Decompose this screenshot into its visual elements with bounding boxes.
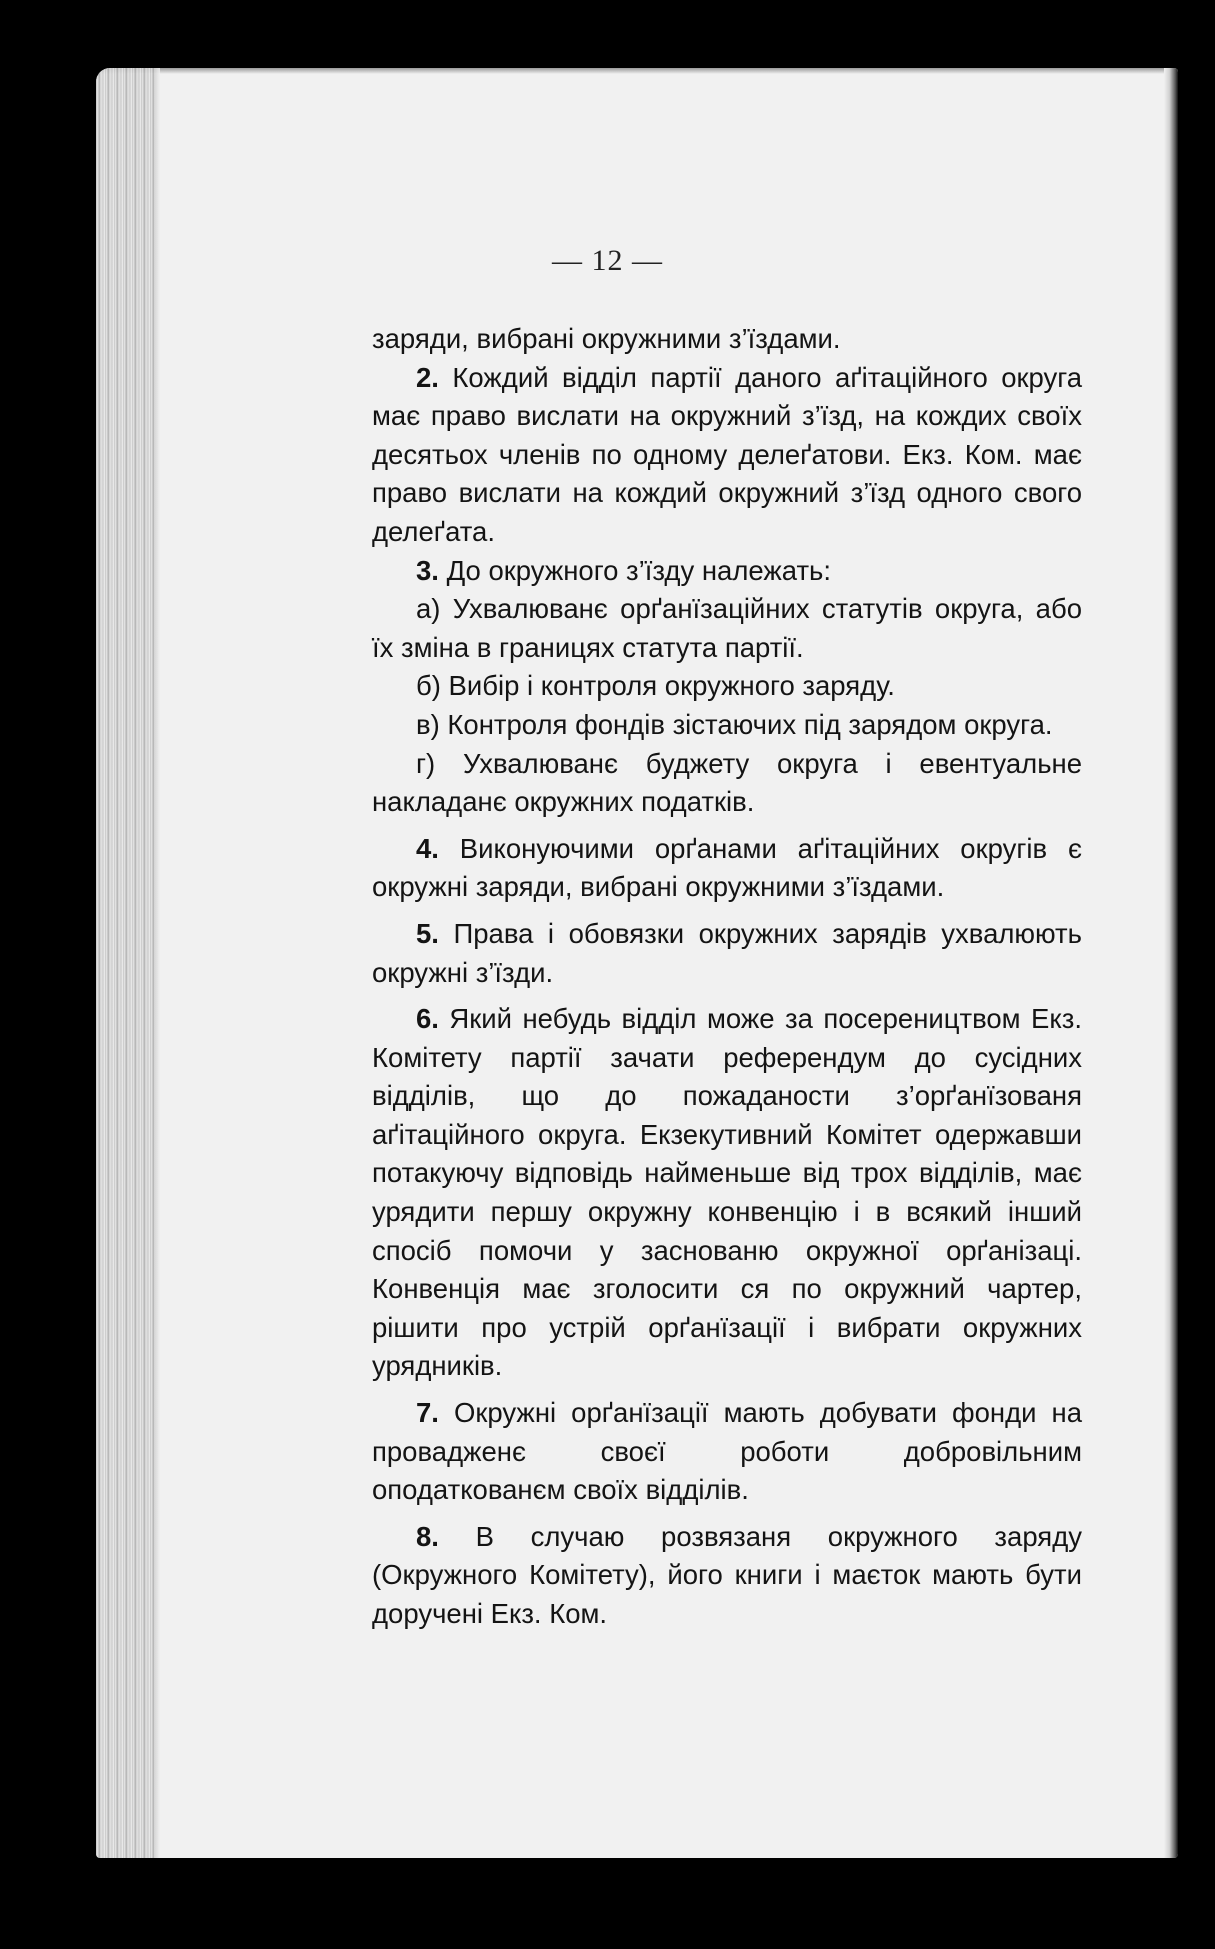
paragraph	[372, 590, 1082, 667]
paragraph-text: б) Вибір і контроля окружного заряду.	[416, 670, 895, 702]
paragraph-number: 7.	[416, 1397, 439, 1429]
paragraph	[372, 706, 1082, 745]
paragraph	[372, 320, 1082, 359]
paragraph-text: а) Ухвалюванє орґанїзаційних статутів округа, або їх зміна в границях статута партії.	[372, 593, 1082, 663]
paragraph-text: До окружного з’їзду належать:	[438, 554, 832, 586]
paragraph-text: г) Ухвалюванє буджету округа і евентуальне накладанє окружних податків.	[372, 747, 1082, 818]
paragraph	[372, 830, 1082, 907]
paragraph-text: Виконуючими орґанами аґітаційних округів є окружні заряди, вибрані окружними з’їздами.	[372, 832, 1082, 903]
paragraph-text: заряди, вибрані окружними з’їздами.	[372, 323, 841, 354]
paragraph	[372, 667, 1082, 706]
paragraph-text: Права і обовязки окружних зарядів ухвалюють окружні з’їзди.	[372, 917, 1082, 988]
paragraph	[372, 745, 1082, 822]
paragraph	[372, 1518, 1082, 1634]
paragraph-number: 8.	[416, 1520, 439, 1552]
page-number: — 12 —	[552, 244, 663, 277]
paragraph-number: 6.	[416, 1003, 439, 1035]
paragraph-number: 4.	[416, 832, 439, 864]
paragraph-text: Який небудь відділ може за посереництвом Екз. Комітету партії зачати референдум до сусідних відділів, що до пожаданости з’орґанїзованя аґітаційного округа. Екзекутивний Комітет одержавши потакуючу відповідь найменьше від трох відділів, має урядити першу окружну конвенцію і в всякий інший спосіб помочи у заснованю окружної орґанізаці. Конвенція має зголосити ся по окружний чартер, рішити про устрій орґанїзації і вибрати окружних урядників.	[372, 1003, 1082, 1382]
page-top-shadow	[96, 68, 1178, 74]
paragraph-number: 2.	[416, 361, 439, 393]
paragraph-text: Кождий відділ партії даного аґітаційного округа має право вислати на окружний з’їзд, на кождих своїх десятьох членів по одному делеґатови. Екз. Ком. має право вислати на кождий окружний з’їзд одного свого делеґата.	[372, 361, 1082, 547]
paragraph	[372, 552, 1082, 591]
body-text	[372, 320, 1082, 1634]
paragraph	[372, 1000, 1082, 1386]
paragraph-text: В случаю розвязаня окружного заряду (Окружного Комітету), його книги і маєток мають бути доручені Екз. Ком.	[372, 1520, 1082, 1629]
paragraph-text: Окружні орґанїзації мають добувати фонди на провадженє своєї роботи добровільним оподаткованєм своїх відділів.	[372, 1397, 1082, 1506]
paragraph	[372, 915, 1082, 992]
paragraph	[372, 359, 1082, 552]
paragraph-number: 3.	[416, 554, 439, 586]
paragraph	[372, 1394, 1082, 1510]
page-spine-edge	[1164, 68, 1178, 1858]
paragraph-text: в) Контроля фондів зістаючих під зарядом округа.	[416, 708, 1053, 740]
page-edges	[96, 68, 154, 1858]
paragraph-number: 5.	[416, 917, 439, 949]
